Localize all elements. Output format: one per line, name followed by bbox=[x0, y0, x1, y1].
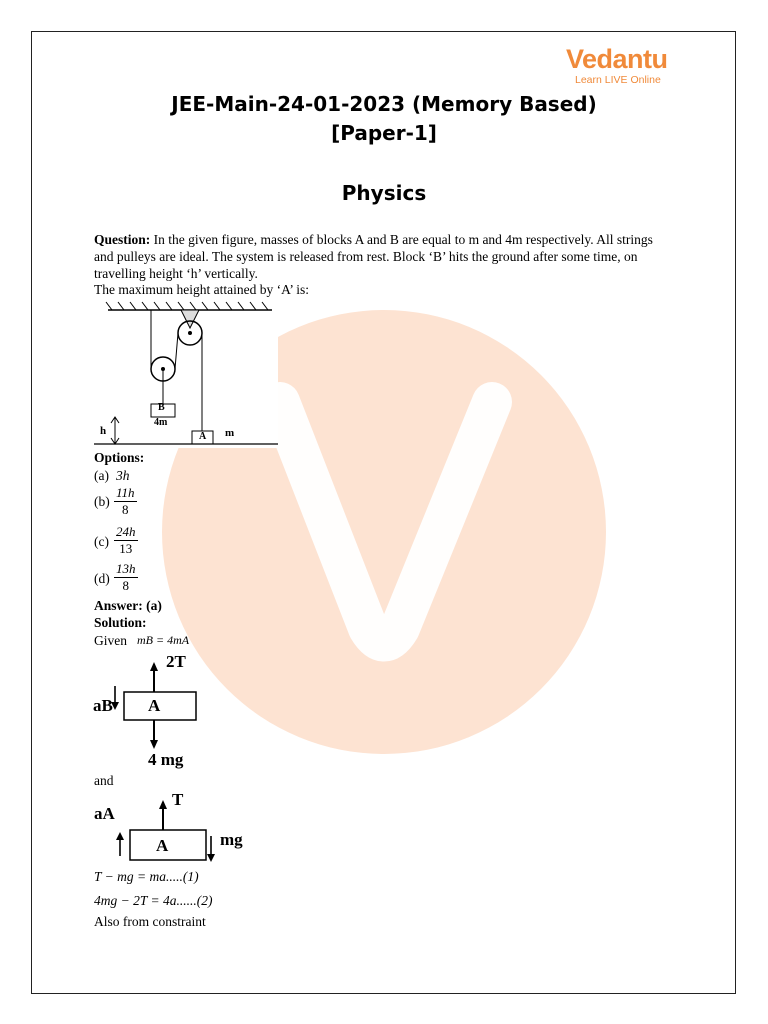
brand-name: Vedantu bbox=[566, 44, 668, 74]
and-text: and bbox=[94, 773, 114, 788]
option-a-tag: (a) bbox=[94, 468, 109, 483]
height-label: h bbox=[100, 425, 107, 437]
constraint-text: Also from constraint bbox=[94, 914, 206, 929]
fbd2-top-force: T bbox=[172, 790, 184, 809]
paper-title: [Paper-1] bbox=[331, 121, 437, 145]
option-b-denominator: 8 bbox=[122, 502, 129, 517]
fbd1-acceleration: aB bbox=[93, 696, 113, 715]
options-label: Options: bbox=[94, 450, 145, 465]
option-c-tag: (c) bbox=[94, 534, 109, 549]
option-b-tag: (b) bbox=[94, 494, 110, 509]
equation-2: 4mg − 2T = 4a......(2) bbox=[94, 893, 213, 908]
free-body-diagram-2 bbox=[90, 788, 260, 864]
fbd2-side-force: mg bbox=[220, 830, 243, 849]
fbd2-acceleration: aA bbox=[94, 804, 115, 823]
block-a-mass: m bbox=[225, 427, 235, 439]
block-b-label: B bbox=[158, 402, 165, 413]
fbd2-block: A bbox=[156, 836, 169, 855]
option-d-tag: (d) bbox=[94, 571, 110, 586]
fbd1-block: A bbox=[148, 696, 161, 715]
block-b-mass: 4m bbox=[154, 417, 168, 428]
option-a-value: 3h bbox=[116, 468, 130, 483]
subject-heading: Physics bbox=[341, 181, 427, 205]
brand-tagline: Learn LIVE Online bbox=[575, 74, 661, 86]
option-d-denominator: 8 bbox=[122, 578, 129, 593]
option-d-fraction bbox=[114, 561, 138, 594]
brand-logo bbox=[566, 44, 676, 88]
answer: Answer: (a) bbox=[94, 598, 162, 613]
option-c-numerator: 24h bbox=[116, 524, 136, 539]
fbd1-top-force: 2T bbox=[166, 652, 186, 671]
fbd1-bottom-force: 4 mg bbox=[148, 750, 184, 769]
question-prompt: The maximum height attained by ‘A’ is: bbox=[94, 282, 309, 297]
option-d-numerator: 13h bbox=[116, 561, 136, 576]
exam-title: JEE-Main-24-01-2023 (Memory Based) bbox=[171, 92, 597, 116]
pulley-figure bbox=[94, 300, 278, 448]
question-body: In the given figure, masses of blocks A and B are equal to m and 4m respectively. All strings and pulleys are ideal. The system is released from rest. Block ‘B’ hits the ground after some time, on travelling height ‘h’ vertically. bbox=[94, 232, 653, 281]
option-b-numerator: 11h bbox=[116, 485, 135, 500]
equation-1: T − mg = ma.....(1) bbox=[94, 869, 199, 884]
option-c-denominator: 13 bbox=[119, 541, 133, 556]
free-body-diagram-1 bbox=[84, 650, 224, 770]
question-text bbox=[94, 231, 674, 282]
block-a-label: A bbox=[199, 431, 207, 442]
option-b-fraction bbox=[114, 485, 137, 518]
question-label: Question: bbox=[94, 232, 151, 247]
option-c-fraction bbox=[114, 524, 138, 557]
given-expression: mB = 4mA bbox=[137, 633, 190, 647]
given-prefix: Given bbox=[94, 633, 127, 648]
solution-label: Solution: bbox=[94, 615, 147, 630]
